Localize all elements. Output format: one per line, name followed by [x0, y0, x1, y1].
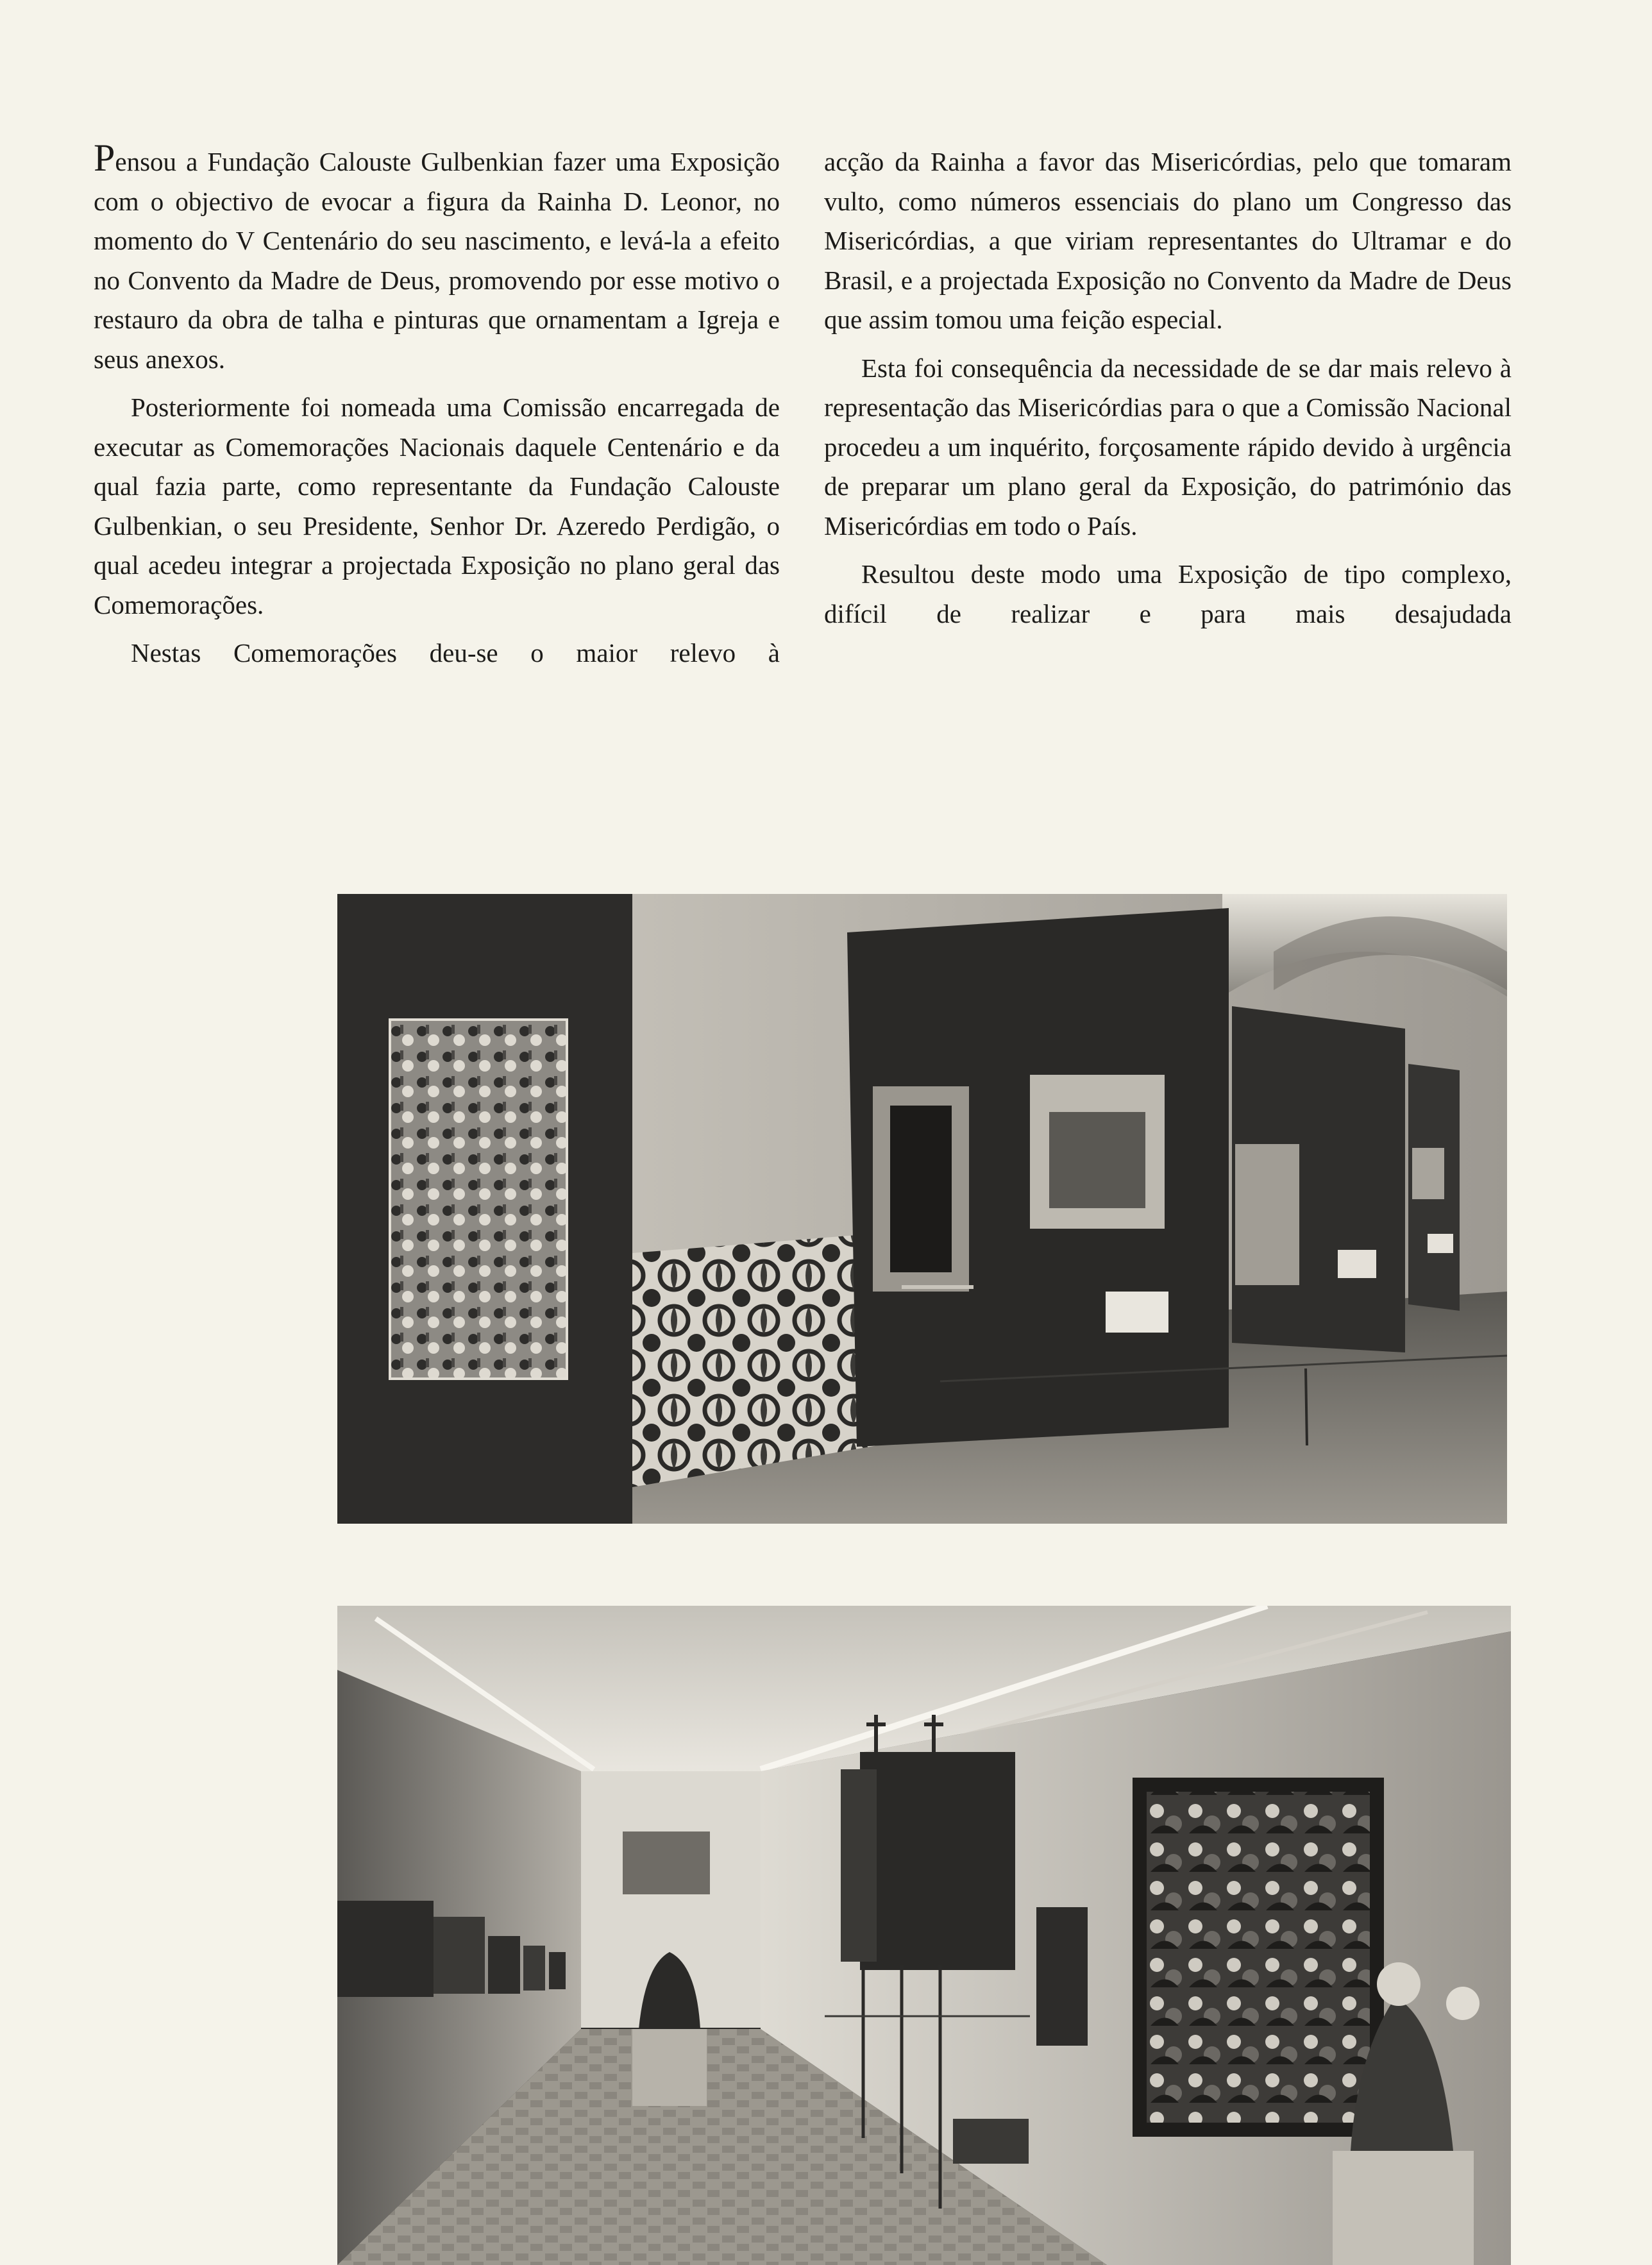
exhibition-gallery-image	[337, 1606, 1511, 2265]
text-column-right	[824, 142, 1512, 643]
paragraph-4: acção da Rainha a favor das Misericórdias, pelo que tomaram vulto, como números essenciais do plano um Congresso das Misericórdias, a que viriam representantes do Ultramar e do Brasil, e a projectada Exposição no Convento da Madre de Deus que assim tomou uma feição especial.	[824, 147, 1512, 334]
paragraph-6: Resultou deste modo uma Exposição de tipo complexo, difícil de realizar e para mais desajudada	[824, 559, 1512, 628]
dropcap-letter: P	[94, 137, 115, 179]
exhibition-gallery-photo	[337, 1606, 1511, 2265]
paragraph-2: Posteriormente foi nomeada uma Comissão encarregada de executar as Comemorações Nacionais daquele Centenário e da qual fazia parte, como representante da Fundação Calouste Gulbenkian, o seu Presidente, Senhor Dr. Azeredo Perdigão, o qual acedeu integrar a projectada Exposição no plano geral das Comemorações.	[94, 392, 780, 619]
paragraph-5: Esta foi consequência da necessidade de se dar mais relevo à representação das Misericórdias para o que a Comissão Nacional procedeu a um inquérito, forçosamente rápido devido à urgência de preparar um plano geral da Exposição, do património das Misericórdias em todo o País.	[824, 353, 1512, 541]
paragraph-1-body: ensou a Fundação Calouste Gulbenkian fazer uma Exposição com o objectivo de evocar a figura da Rainha D. Leonor, no momento do V Centenário do seu nascimento, e levá-la a efeito no Convento da Madre de Deus, promovendo por esse motivo o restauro da obra de talha e pinturas que ornamentam a Igreja e seus anexos.	[94, 147, 780, 374]
paragraph-3: Nestas Comemorações deu-se o maior relevo à	[131, 638, 780, 668]
paragraph-1	[94, 137, 780, 379]
exhibition-hall-image	[337, 894, 1507, 1524]
exhibition-hall-photo	[337, 894, 1507, 1524]
text-column-left	[94, 137, 780, 682]
